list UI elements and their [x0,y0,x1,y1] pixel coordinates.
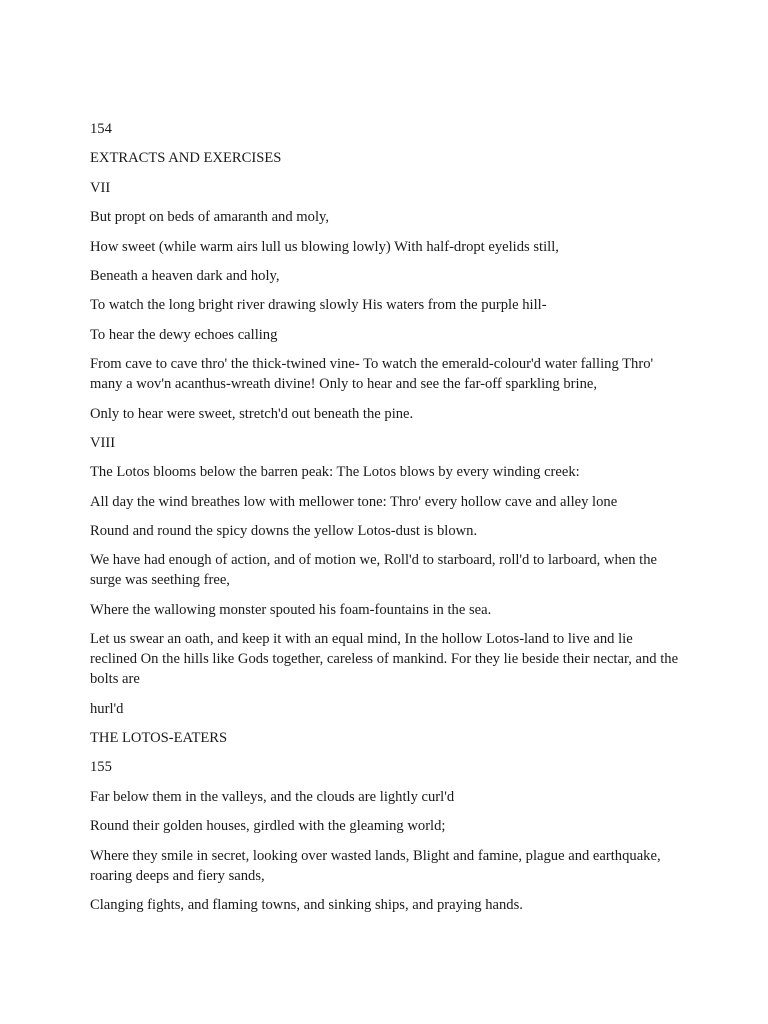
poem-line: To hear the dewy echoes calling [90,326,278,343]
poem-line: Round and round the spicy downs the yellow Lotos-dust is blown. [90,523,478,540]
poem-line: Far below them in the valleys, and the clouds are lightly curl'd [90,788,455,805]
poem-line: Let us swear an oath, and keep it with an equal mind, In the hollow Lotos-land to live and lie reclined On the hills like Gods together, careless of mankind. For they lie beside their nectar, and the bolts are [90,631,679,688]
poem-line: We have had enough of action, and of motion we, Roll'd to starboard, roll'd to larboard, when the surge was seething free, [90,552,658,589]
poem-line: All day the wind breathes low with mellower tone: Thro' every hollow cave and alley lone [90,493,618,510]
poem-line: How sweet (while warm airs lull us blowing lowly) With half-dropt eyelids still, [90,238,559,255]
running-header: THE LOTOS-EATERS [90,730,228,747]
poem-line: The Lotos blooms below the barren peak: The Lotos blows by every winding creek: [90,464,580,481]
section-number: VIII [90,434,116,451]
poem-line: From cave to cave thro' the thick-twined vine- To watch the emerald-colour'd water falling Thro' many a wov'n acanthus-wreath divine! Only to hear and see the far-off sparkling brine, [90,356,654,393]
poem-line: To watch the long bright river drawing slowly His waters from the purple hill- [90,297,547,314]
poem-line: hurl'd [90,700,124,717]
page-number: 155 [90,759,112,776]
poem-line: Only to hear were sweet, stretch'd out beneath the pine. [90,405,414,422]
poem-line: Clanging fights, and flaming towns, and sinking ships, and praying hands. [90,896,523,913]
section-number: VII [90,179,111,196]
poem-line: Where they smile in secret, looking over wasted lands, Blight and famine, plague and earthquake, roaring deeps and fiery sands, [90,847,661,884]
poem-line: But propt on beds of amaranth and moly, [90,209,329,226]
poem-line: Where the wallowing monster spouted his foam-fountains in the sea. [90,601,492,618]
document-page [90,119,682,924]
poem-line: Round their golden houses, girdled with the gleaming world; [90,818,446,835]
running-header: EXTRACTS AND EXERCISES [90,150,282,167]
page-number: 154 [90,121,112,137]
poem-line: Beneath a heaven dark and holy, [90,267,280,284]
